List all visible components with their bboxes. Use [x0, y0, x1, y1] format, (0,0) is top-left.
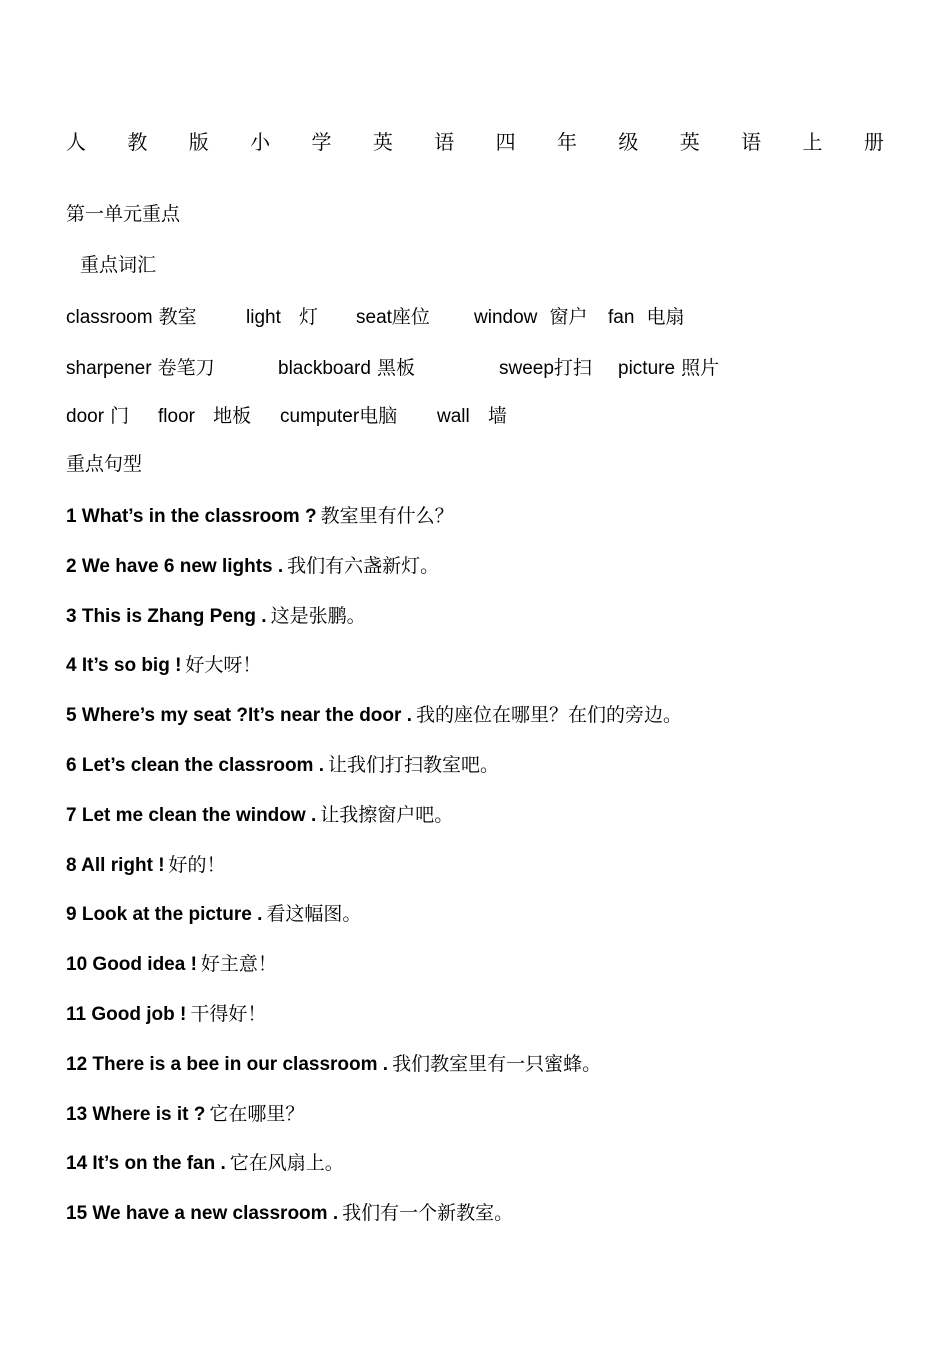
- title-char: 人: [66, 130, 86, 154]
- sentence-zh: 我们有一个新教室。: [342, 1202, 514, 1224]
- vocab-item: [437, 403, 507, 430]
- sentence-item: [66, 652, 261, 679]
- vocab-item: [66, 355, 215, 382]
- sentence-item: [66, 901, 361, 928]
- vocab-en: blackboard: [278, 358, 371, 379]
- sentence-zh: 我们教室里有一只蜜蜂。: [392, 1053, 602, 1075]
- sentence-en: 10 Good idea !: [66, 954, 197, 975]
- sentence-zh: 干得好！: [190, 1003, 267, 1025]
- sentence-item: [66, 1101, 304, 1128]
- vocab-zh: 打扫: [553, 357, 592, 379]
- title-char: 小: [250, 130, 271, 154]
- vocab-heading: 重点词汇: [80, 254, 157, 276]
- title-char: 教: [127, 130, 148, 154]
- vocab-row: [66, 304, 886, 330]
- vocab-zh: 卷笔刀: [157, 357, 215, 379]
- sentence-heading: 重点句型: [66, 453, 143, 475]
- sentence-item: [66, 752, 499, 779]
- vocab-item: [474, 304, 587, 331]
- vocab-zh: 电扇: [646, 306, 685, 328]
- vocab-zh: 电脑: [359, 405, 398, 427]
- vocab-item: [66, 304, 197, 331]
- sentence-en: 13 Where is it ?: [66, 1104, 206, 1125]
- sentence-en: 3 This is Zhang Peng .: [66, 606, 267, 627]
- sentence-zh: 好的！: [168, 854, 226, 876]
- title-char: 版: [188, 130, 209, 154]
- sentence-en: 9 Look at the picture .: [66, 904, 263, 925]
- vocab-zh: 地板: [213, 405, 252, 427]
- sentence-item: [66, 1150, 344, 1177]
- sentence-en: 5 Where’s my seat ?It’s near the door .: [66, 705, 412, 726]
- vocab-zh: 座位: [391, 306, 430, 328]
- title-char: 册: [863, 130, 884, 154]
- title-char: 上: [802, 130, 823, 154]
- title-char: 语: [741, 130, 762, 154]
- sentence-en: 14 It’s on the fan .: [66, 1153, 226, 1174]
- sentence-item: [66, 503, 454, 530]
- title-char: 年: [557, 130, 577, 154]
- vocab-en: wall: [437, 406, 470, 427]
- sentence-zh: 我们有六盏新灯。: [287, 555, 440, 577]
- vocab-zh: 门: [110, 405, 130, 427]
- sentence-en: 7 Let me clean the window .: [66, 805, 317, 826]
- document-title: [66, 128, 884, 156]
- vocab-item: [280, 403, 397, 430]
- vocab-item: [278, 355, 415, 382]
- sentence-item: [66, 603, 366, 630]
- sentence-zh: 这是张鹏。: [270, 605, 366, 627]
- vocab-item: [608, 304, 685, 331]
- sentence-item: [66, 1001, 266, 1028]
- title-char: 四: [495, 130, 516, 154]
- sentence-item: [66, 702, 682, 729]
- vocab-zh: 墙: [487, 405, 507, 427]
- sentence-en: 2 We have 6 new lights .: [66, 556, 284, 577]
- sentence-zh: 它在哪里？: [209, 1103, 305, 1125]
- sentence-en: 4 It’s so big !: [66, 655, 182, 676]
- vocab-item: [618, 355, 719, 382]
- title-char: 英: [372, 130, 393, 154]
- title-char: 学: [311, 130, 332, 154]
- vocab-en: sharpener: [66, 358, 152, 379]
- sentence-item: [66, 1051, 601, 1078]
- sentence-en: 15 We have a new classroom .: [66, 1203, 339, 1224]
- vocab-en: light: [246, 307, 281, 328]
- vocab-en: seat: [356, 307, 392, 328]
- sentence-item: [66, 553, 439, 580]
- sentence-en: 11 Good job !: [66, 1004, 187, 1025]
- sentence-zh: 教室里有什么？: [320, 505, 454, 527]
- sentence-item: [66, 1200, 513, 1227]
- title-char: 级: [618, 130, 639, 154]
- vocab-en: cumputer: [280, 406, 360, 427]
- sentence-item: [66, 802, 453, 829]
- title-char: 语: [434, 130, 455, 154]
- vocab-item: [66, 403, 129, 430]
- vocab-en: door: [66, 406, 105, 427]
- vocab-en: fan: [608, 307, 635, 328]
- vocab-row: [66, 403, 886, 429]
- sentence-en: 6 Let’s clean the classroom .: [66, 755, 325, 776]
- vocab-item: [356, 304, 430, 331]
- vocab-zh: 教室: [158, 306, 197, 328]
- vocab-zh: 窗户: [549, 306, 588, 328]
- vocab-zh: 灯: [298, 306, 318, 328]
- vocab-zh: 照片: [681, 357, 720, 379]
- sentence-zh: 让我们打扫教室吧。: [328, 754, 500, 776]
- unit-heading: 第一单元重点: [66, 203, 181, 225]
- sentence-item: [66, 852, 226, 879]
- vocab-en: sweep: [499, 358, 554, 379]
- sentence-zh: 好主意！: [200, 953, 277, 975]
- sentence-en: 8 All right !: [66, 855, 165, 876]
- vocab-row: [66, 355, 886, 381]
- sentence-item: [66, 951, 277, 978]
- vocab-en: floor: [158, 406, 195, 427]
- sentence-zh: 它在风扇上。: [229, 1152, 344, 1174]
- sentence-zh: 让我擦窗户吧。: [320, 804, 454, 826]
- sentence-en: 12 There is a bee in our classroom .: [66, 1054, 389, 1075]
- vocab-item: [499, 355, 592, 382]
- vocab-en: picture: [618, 358, 676, 379]
- vocab-en: window: [474, 307, 538, 328]
- vocab-zh: 黑板: [377, 357, 416, 379]
- vocab-en: classroom: [66, 307, 153, 328]
- sentence-en: 1 What’s in the classroom ?: [66, 506, 317, 527]
- sentence-zh: 我的座位在哪里？在们的旁边。: [415, 704, 682, 726]
- sentence-zh: 看这幅图。: [266, 903, 362, 925]
- vocab-item: [246, 304, 318, 331]
- title-char: 英: [679, 130, 700, 154]
- sentence-zh: 好大呀！: [185, 654, 262, 676]
- vocab-item: [158, 403, 251, 430]
